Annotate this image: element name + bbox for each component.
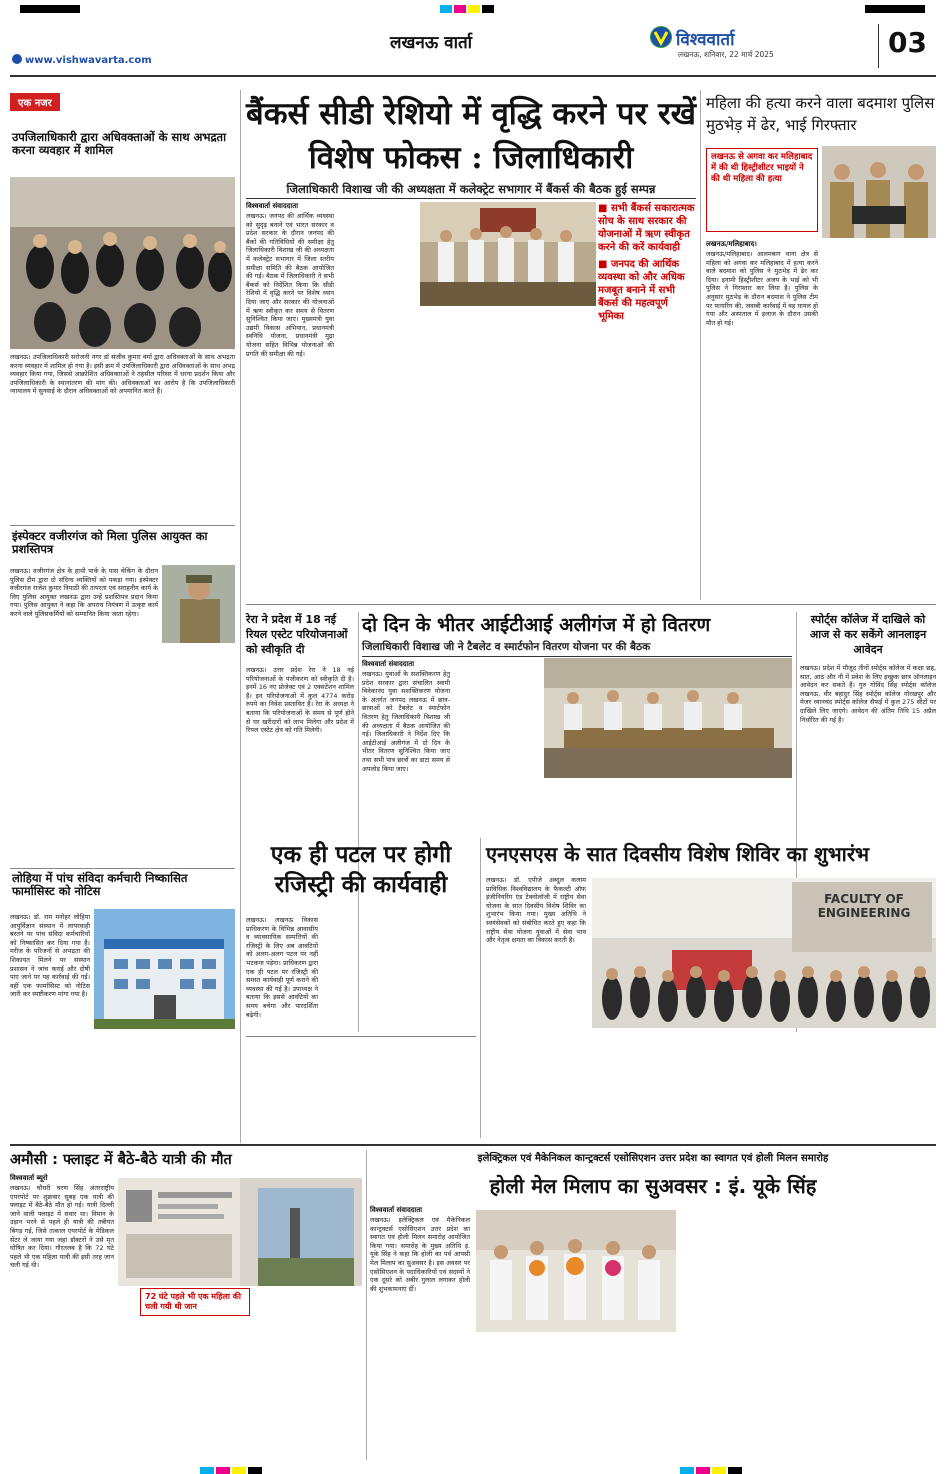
- story3-body-cont: [10, 1033, 235, 1141]
- electrical-banner: इलेक्ट्रिकल एवं मैकेनिकल कान्ट्रक्टर्स एसोसिएशन उत्तर प्रदेश का स्वागत एवं होली मिलन समारोह: [477, 1153, 829, 1164]
- electrical-headline[interactable]: होली मेल मिलाप का सुअवसर : इं. यूके सिंह: [489, 1174, 817, 1198]
- nss-story: [486, 840, 936, 1140]
- sports-body: लखनऊ। प्रदेश में मौजूद तीनों स्पोर्ट्स कॉलेज में कक्षा छह, सात, आठ और नौ में प्रवेश के लिए इच्छुक छात्र ऑनलाइन आवेदन कर सकते हैं। गुरु गोविंद सिंह स्पोर्ट्स कॉलेज लखनऊ, वीर बहादुर सिंह स्पोर्ट्स कॉलेज गोरखपुर और मेजर ध्यानचंद स्पोर्ट्स कॉलेज सैफई में कुल 275 सीटों पर दाखिले लिए जाएंगे। आवेदन की अंतिम तिथि 15 अप्रैल निर्धारित की गई है।: [800, 664, 936, 724]
- nss-body-col1: लखनऊ। डॉ. एपीजे अब्दुल कलाम प्राविधिक विश्वविद्यालय के फैकल्टी ऑफ इंजीनियरिंग एंड टेक्नोलॉजी में राष्ट्रीय सेवा योजना के सात दिवसीय विशेष शिविर का शुभारंभ किया गया। मुख्य अतिथि ने स्वयंसेवकों को संबोधित करते हुए कहा कि राष्ट्रीय सेवा योजना युवाओं में सेवा भाव और नेतृत्व क्षमता का विकास करती है।: [486, 876, 586, 945]
- story-divider: [10, 525, 235, 526]
- amausi-body-col1: लखनऊ। चौधरी चरण सिंह अंतरराष्ट्रीय एयरपोर्ट पर शुक्रवार सुबह एक यात्री की फ्लाइट में बैठे-बैठे मौत हो गई। यात्री दिल्ली जाने वाली फ्लाइट में सवार था। विमान के उड़ान भरने से पहले ही यात्री की तबीयत बिगड़ गई, जिसे तत्काल एयरपोर्ट के मेडिकल सेंटर ले जाया गया जहां डॉक्टरों ने उसे मृत घोषित कर दिया। गौरतलब है कि 72 घंटे पहले भी एक महिला यात्री की इसी तरह जान चली गई थी।: [10, 1184, 114, 1270]
- print-registration-bar-top: [0, 0, 945, 12]
- lohia-hospital-photo: [94, 909, 235, 1029]
- ek-nazar-tag: एक नजर: [10, 93, 60, 111]
- registry-headline[interactable]: एक ही पटल पर होगी रजिस्ट्री की कार्यवाही: [270, 842, 452, 898]
- bankers-meeting-photo: [420, 202, 596, 306]
- iti-body-col2: [454, 670, 540, 790]
- iti-body-col1: लखनऊ। युवाओं के सशक्तिकरण हेतु प्रदेश सरकार द्वारा संचालित स्वामी विवेकानंद युवा सशक्तिकरण योजना के अंतर्गत जनपद लखनऊ में छात्र-छात्राओं को टैबलेट व स्मार्टफोन वितरण हेतु जिलाधिकारी विशाख जी की अध्यक्षता में बैठक आयोजित की गई। जिलाधिकारी ने निर्देश दिए कि आईटीआई अलीगंज में दो दिन के भीतर वितरण सुनिश्चित किया जाए तथा सभी पात्र छात्रों का डाटा समय से अपलोड किया जाए।: [362, 670, 450, 773]
- brand-name: विश्ववार्ता: [676, 30, 735, 50]
- crime-byline: लखनऊ/मलिहाबाद।: [706, 240, 757, 248]
- iti-subhead-rule: [362, 656, 792, 657]
- hospital-building-illustration: [94, 909, 235, 1029]
- lead-bullet-1: ■ सभी बैंकर्स सकारात्मक सोच के साथ सरकार की योजनाओं में ऋण स्वीकृत करने की करें कार्यवाही: [598, 203, 695, 253]
- holi-illustration: [476, 1210, 676, 1332]
- masthead: [10, 24, 936, 74]
- globe-icon: [12, 54, 22, 64]
- lead-byline: विश्ववार्ता संवाददाता: [246, 202, 299, 210]
- story2-body-top: लखनऊ। वजीरगंज क्षेत्र के हाथी पार्क के पास चेकिंग के दौरान पुलिस टीम द्वारा दो संदिग्ध व्यक्तियों को पकड़ा गया। इंस्पेक्टर वजीरगंज राजेश कुमार त्रिपाठी की तत्परता एवं सराहनीय कार्य के लिए पुलिस आयुक्त लखनऊ द्वारा उन्हें प्रशस्तिपत्र प्रदान किया गया। पुलिस आयुक्त ने कहा कि अपराध नियंत्रण में उत्कृष्ट कार्य करने वाले पुलिसकर्मियों को सम्मानित किया जाता रहेगा।: [10, 567, 158, 618]
- lead-body-col2: [338, 212, 416, 590]
- rera-headline[interactable]: रेरा ने प्रदेश में 18 नई रियल एस्टेट परियोजनाओं को स्वीकृति दी: [246, 613, 348, 656]
- electrical-body-col1: लखनऊ। इलेक्ट्रिकल एवं मैकेनिकल कान्ट्रक्टर्स एसोसिएशन उत्तर प्रदेश का स्वागत एवं होली मिलन समारोह आयोजित किया गया। समारोह के मुख्य अतिथि इं. यूके सिंह ने कहा कि होली का पर्व आपसी मेल मिलाप का सुअवसर है। इस अवसर पर एसोसिएशन के पदाधिकारियों एवं सदस्यों ने एक दूसरे को अबीर गुलाल लगाकर होली की शुभकामनाएं दीं।: [370, 1216, 470, 1293]
- amausi-byline: विश्ववार्ता ब्यूरो: [10, 1174, 48, 1182]
- column-rule: [480, 838, 481, 1138]
- electrical-body-col4: [680, 1210, 764, 1454]
- brand-logo-icon: [650, 26, 672, 48]
- lead-body-col4: [508, 312, 596, 590]
- lead-subhead-rule: [246, 198, 696, 199]
- lead-story: [246, 90, 696, 610]
- electrical-story: [370, 1150, 936, 1460]
- meeting-illustration: [420, 202, 596, 306]
- crime-highlight-box: लखनऊ से अगवा कर मलिहाबाद में की थी हिस्ट्रीशीटर भाइयों ने की थी महिला की हत्या: [706, 148, 818, 232]
- story3-title[interactable]: लोहिया में पांच संविदा कर्मचारी निष्कासित फार्मासिस्ट को नोटिस: [12, 871, 188, 899]
- print-registration-bar-bottom: [0, 1462, 945, 1474]
- lawyers-protest-photo: [10, 177, 235, 349]
- registry-body-col3: [402, 916, 476, 1140]
- electrical-byline: विश्ववार्ता संवाददाता: [370, 1206, 423, 1214]
- airport-illustration: [118, 1178, 362, 1286]
- amausi-body-col4: [282, 1290, 362, 1454]
- electrical-body-col6: [854, 1210, 936, 1454]
- ek-nazar-column: [10, 93, 235, 1143]
- inspector-photo: [162, 565, 235, 643]
- iti-byline: विश्ववार्ता संवाददाता: [362, 660, 415, 668]
- story-divider: [10, 868, 235, 869]
- dateline: लखनऊ, शनिवार, 22 मार्च 2025: [678, 50, 774, 59]
- nss-body-col2: [592, 1034, 704, 1134]
- iti-headline[interactable]: दो दिन के भीतर आईटीआई अलीगंज में हो वितरण: [362, 614, 711, 636]
- lead-headline[interactable]: बैंकर्स सीडी रेशियो में वृद्धि करने पर रखें विशेष फोकस : जिलाधिकारी: [246, 96, 696, 176]
- electrical-body-col2: [476, 1336, 572, 1454]
- site-url[interactable]: www.vishwavarta.com: [12, 54, 152, 66]
- inspector-illustration: [162, 565, 235, 643]
- section-title: लखनऊ वार्ता: [390, 33, 473, 53]
- amausi-body-col3: [200, 1326, 278, 1454]
- lead-body-col1: लखनऊ। जनपद की आर्थिक व्यवस्था को सुदृढ़ बनाने एवं भारत सरकार व प्रदेश सरकार के दौरान जनपद की बैंकों की गतिविधियों की समीक्षा हेतु जिलाधिकारी विशाख जी की अध्यक्षता में कलेक्ट्रेट सभागार में जिला स्तरीय समीक्षा समिति की बैठक आयोजित की गई। बैठक में जिलाधिकारी ने सभी बैंकर्स को निर्देशित किया कि सीडी रेशियो में वृद्धि करने पर विशेष ध्यान दिया जाए और सरकार की योजनाओं में ऋण स्वीकृत कर समय से वितरण सुनिश्चित किया जाए। मुख्यमंत्री युवा उद्यमी विकास अभियान, प्रधानमंत्री स्वनिधि योजना, प्रधानमंत्री मुद्रा योजना सहित विभिन्न योजनाओं की प्रगति की समीक्षा की गई।: [246, 212, 334, 358]
- lead-body-col3: [420, 312, 504, 590]
- lead-bullet-1-text: सभी बैंकर्स सकारात्मक सोच के साथ सरकार की योजनाओं में ऋण स्वीकृत करने की करें कार्यवाही: [598, 203, 695, 253]
- registry-story: [246, 840, 476, 1140]
- electrical-body-col5: [768, 1210, 850, 1454]
- holi-milan-photo: [476, 1210, 676, 1332]
- lead-bullet-2: ■ जनपद की आर्थिक व्यवस्था को और अधिक मजबूत बनाने में सभी बैंकर्स की महत्वपूर्ण भूमिका: [598, 259, 685, 322]
- column-rule: [366, 1150, 367, 1460]
- registry-body-col1: लखनऊ। लखनऊ विकास प्राधिकरण के विभिन्न आवासीय व व्यावसायिक सम्पत्तियों की रजिस्ट्री के लिए अब आवंटियों को अलग-अलग पटल पर नहीं भटकना पड़ेगा। प्राधिकरण द्वारा एक ही पटल पर रजिस्ट्री की समस्त कार्यवाही पूर्ण कराने की व्यवस्था की गई है। उपाध्यक्ष ने बताया कि इससे आवंटियों का समय बचेगा और पारदर्शिता बढ़ेगी।: [246, 916, 318, 1019]
- page-number: 03: [888, 26, 927, 59]
- rera-body: लखनऊ। उत्तर प्रदेश रेरा ने 18 नई परियोजनाओं के पंजीकरण को स्वीकृति दी है। इनमें 16 नए प्रोजेक्ट एवं 2 एक्सटेंशन शामिल हैं। इन परियोजनाओं में कुल 4774 करोड़ रुपये का निवेश प्रस्तावित है। रेरा के अध्यक्ष ने बताया कि परियोजनाओं के समय से पूर्ण होने से घर खरीदारों को लाभ मिलेगा और प्रदेश में रियल एस्टेट क्षेत्र को गति मिलेगी।: [246, 666, 354, 735]
- crime-headline[interactable]: महिला की हत्या करने वाला बदमाश पुलिस मुठभेड़ में ढेर, भाई गिरफ्तार: [706, 94, 935, 134]
- crime-story: [706, 90, 936, 600]
- sports-headline[interactable]: स्पोर्ट्स कॉलेज में दाखिले को आज से कर सकेंगे आनलाइन आवेदन: [809, 613, 927, 656]
- nss-headline[interactable]: एनएसएस के सात दिवसीय विशेष शिविर का शुभारंभ: [486, 842, 870, 866]
- story3-body: लखनऊ। डॉ. राम मनोहर लोहिया आयुर्विज्ञान संस्थान में लापरवाही बरतने पर पांच संविदा कर्मचारियों को निष्कासित कर दिया गया है। मरीज के परिजनों से अभद्रता की शिकायत मिलने पर संस्थान प्रशासन ने जांच कराई और दोषी पाए जाने पर यह कार्रवाई की गई। वहीं एक फार्मासिस्ट को नोटिस जारी कर स्पष्टीकरण मांगा गया है।: [10, 913, 90, 999]
- amausi-body-col2: [118, 1326, 196, 1454]
- registration-marks: [0, 3, 945, 15]
- iti-subhead: जिलाधिकारी विशाख जी ने टैबलेट व स्मार्टफोन वितरण योजना पर की बैठक: [362, 641, 651, 653]
- registry-body-col2: [324, 916, 396, 1140]
- nss-body-col4: [824, 1034, 936, 1134]
- crime-body-col2: [824, 250, 936, 590]
- brand-logo-mark: [650, 26, 672, 48]
- section-rule: [246, 604, 936, 605]
- nss-body-col3: [708, 1034, 820, 1134]
- column-rule: [700, 90, 701, 600]
- airport-documents-photo: [118, 1178, 362, 1286]
- police-team-photo: [822, 146, 936, 238]
- amausi-photo-caption: 72 घंटे पहले भी एक महिला की चली गयी थी जान: [140, 1288, 250, 1316]
- police-illustration: [822, 146, 936, 238]
- faculty-sign: [804, 892, 924, 920]
- lawyers-protest-illustration: [10, 177, 235, 349]
- column-rule: [240, 90, 241, 1143]
- story1-body: लखनऊ। उपजिलाधिकारी सरोजनी नगर डॉ संजीव कुमार वर्मा द्वारा अधिवक्ताओं के साथ अभद्रता करना व्यवहार में शामिल हो गया है। इसी क्रम में उपजिलाधिकारी द्वारा अधिवक्ताओं के साथ अभद्र व्यवहार किया गया, जिससे आक्रोशित अधिवक्ताओं ने तहसील परिसर में धरना प्रदर्शन किया और उपजिलाधिकारी के स्थानांतरण की मांग की। अधिवक्ताओं का आरोप है कि उपजिलाधिकारी न्यायालय में सुनवाई के दौरान अधिवक्ताओं को अपमानित करते हैं।: [10, 353, 235, 396]
- amausi-story: [10, 1150, 362, 1460]
- story2-body-cont: [10, 681, 235, 863]
- faculty-sign-line1: FACULTY OF: [824, 892, 904, 906]
- registration-marks-bottom: [0, 1465, 945, 1474]
- story1-title[interactable]: उपजिलाधिकारी द्वारा अधिवक्ताओं के साथ अभद्रता करना व्यवहार में शामिल: [12, 130, 227, 158]
- masthead-rule: [10, 75, 936, 77]
- page-number-divider: [878, 24, 879, 68]
- electrical-body-col3: [576, 1336, 676, 1454]
- lead-bullet-2-text: जनपद की आर्थिक व्यवस्था को और अधिक मजबूत बनाने में सभी बैंकर्स की महत्वपूर्ण भूमिका: [598, 259, 685, 322]
- lead-body-col5: [598, 340, 696, 590]
- section-rule-bottom: [10, 1144, 936, 1146]
- lead-bullets: [598, 202, 696, 322]
- iti-meeting-illustration: [544, 658, 792, 778]
- faculty-sign-line2: ENGINEERING: [817, 906, 911, 920]
- crime-body-col1: लखनऊ/मलिहाबाद। आलमबाग थाना क्षेत्र से महिला को अगवा कर मलिहाबाद में हत्या करने वाले बदमाश को पुलिस ने मुठभेड़ में ढेर कर दिया। इनामी हिस्ट्रीशीटर अजय के भाई को भी पुलिस ने गिरफ्तार कर लिया है। पुलिस के अनुसार मुठभेड़ के दौरान बदमाश ने पुलिस टीम पर फायरिंग की, जवाबी कार्रवाई में वह घायल हो गया और अस्पताल में इलाज के दौरान उसकी मौत हो गई।: [706, 250, 818, 327]
- iti-meeting-photo: [544, 658, 792, 778]
- lead-subhead: जिलाधिकारी विशाख जी की अध्यक्षता में कलेक्ट्रेट सभागार में बैंकर्स की बैठक हुई सम्पन्न: [286, 182, 656, 196]
- nss-camp-photo: [592, 878, 936, 1028]
- story2-title[interactable]: इंस्पेक्टर वजीरगंज को मिला पुलिस आयुक्त का प्रशस्तिपत्र: [12, 529, 208, 557]
- amausi-headline[interactable]: अमौसी : फ्लाइट में बैठे-बैठे यात्री की मौत: [10, 1152, 232, 1168]
